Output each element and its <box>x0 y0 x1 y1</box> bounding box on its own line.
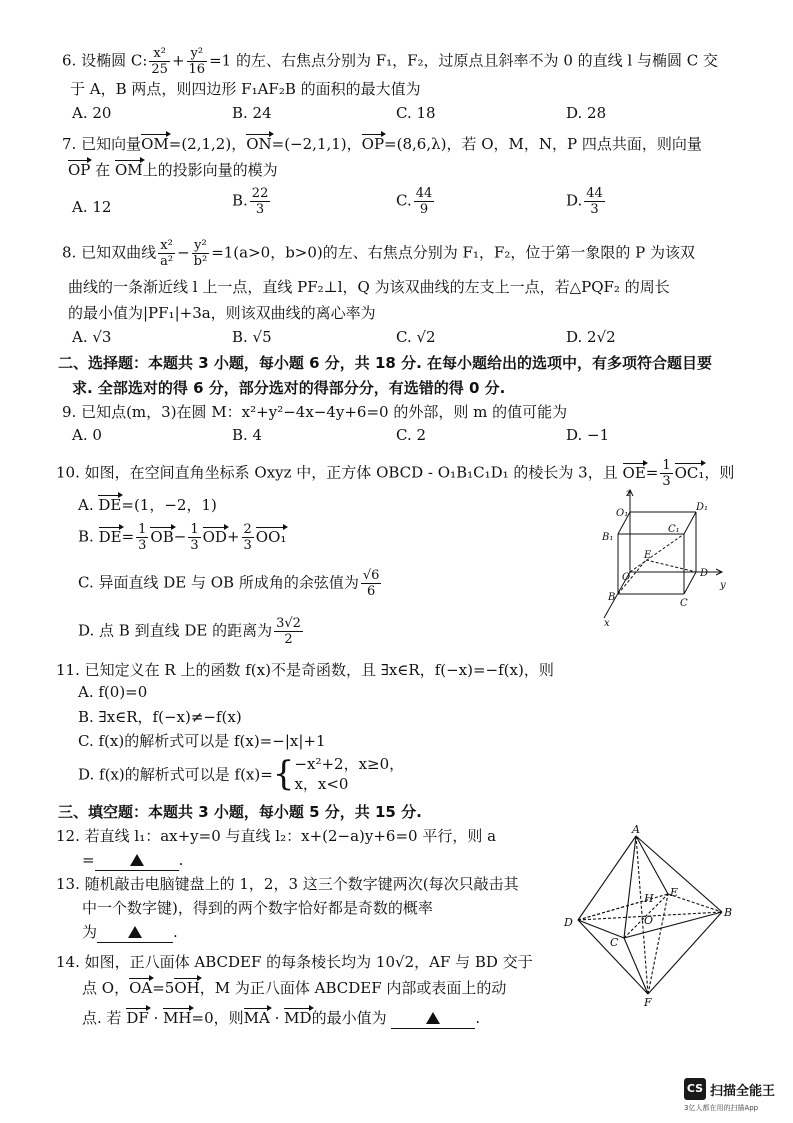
q13-stem-line3: 为 . <box>82 923 178 941</box>
q10-option-b: B. DE= $\frac{1}{3}$ OB− $\frac{1}{3}$ OD+ $\frac{2}{3}$ OO₁ <box>78 522 287 553</box>
label-d2: D <box>564 916 573 929</box>
label-a: A <box>632 823 640 836</box>
vector-de: DE <box>98 496 122 514</box>
answer-marker-icon <box>128 926 142 938</box>
q10-option-a: A. DE=(1，−2，1) <box>78 496 217 514</box>
label-f: F <box>644 996 652 1008</box>
q11-option-b: B. ∃x∈R，f(−x)≠−f(x) <box>78 708 242 726</box>
q6-stem-line2: 于 A，B 两点，则四边形 F₁AF₂B 的面积的最大值为 <box>70 80 421 98</box>
label-e2: E <box>670 886 679 899</box>
camscanner-logo-icon: CS <box>684 1078 706 1100</box>
label-b: B <box>608 592 616 603</box>
label-b1: B₁ <box>602 532 614 543</box>
answer-marker-icon <box>130 854 144 866</box>
q9-option-c: C. 2 <box>396 426 427 444</box>
q13-answer-blank[interactable] <box>97 922 173 943</box>
q11-option-d: D. f(x)的解析式可以是 f(x)={ −x²+2，x≥0， x，x<0 <box>78 754 405 794</box>
q7-option-d: D. $\frac{44}{3}$ <box>566 186 603 217</box>
label-o1: O₁ <box>616 508 629 519</box>
q9-option-d: D. −1 <box>566 426 610 444</box>
q11-option-c: C. f(x)的解析式可以是 f(x)=−|x|+1 <box>78 732 326 750</box>
vector-om: OM <box>141 135 169 153</box>
q11-option-a: A. f(0)=0 <box>78 683 148 701</box>
q14-answer-blank[interactable] <box>391 1008 475 1029</box>
q8-option-d: D. 2√2 <box>566 328 616 346</box>
q6-frac1: $\frac{\text{x²}}{25}$ <box>151 46 168 77</box>
q9-stem: 9. 已知点(m，3)在圆 M：x²+y²−4x−4y+6=0 的外部，则 m 的值可能为 <box>62 403 568 421</box>
label-c2: C <box>610 936 619 949</box>
q8-option-b: B. √5 <box>232 328 272 346</box>
label-b2: B <box>724 906 733 919</box>
watermark-subtitle: 3亿人都在用的扫描App <box>684 1104 759 1112</box>
q6-stem-b: =1 的左、右焦点分别为 F₁，F₂，过原点且斜率不为 0 的直线 l 与椭圆 C 交 <box>209 51 718 70</box>
q9-option-a: A. 0 <box>72 426 102 444</box>
q8-stem-line1: 8. 已知双曲线 $\frac{\text{x²}}{\text{a²}}$ − $\frac{\text{y²}}{\text{b²}}$ =1(a>0，b>0)的左、右焦点分别为 F₁，F₂，位于第一象限的 P 为该双 <box>62 238 696 269</box>
q6-option-c: C. 18 <box>396 104 436 122</box>
section2-heading-line2: 求. 全部选对的得 6 分，部分选对的得部分分，有选错的得 0 分. <box>72 379 506 397</box>
q14-stem-line1: 14. 如图，正八面体 ABCDEF 的每条棱长均为 10√2，AF 与 BD 交于 <box>56 953 533 971</box>
label-d1: D₁ <box>696 502 709 513</box>
vector-om-2: OM <box>114 161 143 179</box>
q6-option-a: A. 20 <box>72 104 112 122</box>
vector-mh: MH <box>163 1009 192 1027</box>
octahedron-figure <box>560 822 750 1008</box>
vector-oh: OH <box>174 979 200 997</box>
q14-stem-line3: 点. 若 DF · MH=0，则MA · MD的最小值为 . <box>82 1009 481 1027</box>
q10-option-c: C. 异面直线 DE 与 OB 所成角的余弦值为 $\frac{√6}{6}$ <box>78 568 380 599</box>
vector-op-2: OP <box>68 161 91 179</box>
q7-stem-line2: OP 在 OM上的投影向量的模为 <box>68 161 278 179</box>
label-o: O <box>622 572 631 583</box>
q6-stem-a: 6. 设椭圆 C: <box>62 51 148 70</box>
q7-option-b: B. $\frac{22}{3}$ <box>232 186 269 217</box>
q8-stem-line2: 曲线的一条渐近线 l 上一点，直线 PF₂⊥l，Q 为该双曲线的左支上一点，若△PQF₂ 的周长 <box>68 278 670 296</box>
label-x: x <box>604 618 610 629</box>
q13-stem-line2: 中一个数字键)，得到的两个数字恰好都是奇数的概率 <box>82 899 433 917</box>
label-o2: O <box>644 914 654 927</box>
vector-df: DF <box>126 1009 149 1027</box>
q7-option-c: C. $\frac{44}{9}$ <box>396 186 433 217</box>
q10-option-d: D. 点 B 到直线 DE 的距离为 $\frac{3√2}{2}$ <box>78 616 301 647</box>
q11-stem: 11. 已知定义在 R 上的函数 f(x)不是奇函数，且 ∃x∈R，f(−x)=−f(x)，则 <box>56 661 554 679</box>
watermark-title: 扫描全能王 <box>710 1083 776 1099</box>
section3-heading: 三、填空题：本题共 3 小题，每小题 5 分，共 15 分. <box>58 803 422 821</box>
q12-stem-line1: 12. 若直线 l₁：ax+y=0 与直线 l₂：x+(2−a)y+6=0 平行，则 a <box>56 827 497 845</box>
section2-heading-line1: 二、选择题：本题共 3 小题，每小题 6 分，共 18 分. 在每小题给出的选项中，有多项符合题目要 <box>58 354 713 372</box>
q14-stem-line2: 点 O，OA=5OH，M 为正八面体 ABCDEF 内部或表面上的动 <box>82 979 507 997</box>
q9-option-b: B. 4 <box>232 426 263 444</box>
vector-md: MD <box>284 1009 312 1027</box>
vector-ma: MA <box>243 1009 270 1027</box>
vector-oc1: OC₁ <box>674 463 705 482</box>
vector-oa: OA <box>129 979 153 997</box>
q7-option-a: A. 12 <box>72 198 112 216</box>
q10-stem: 10. 如图，在空间直角坐标系 Oxyz 中，正方体 OBCD - O₁B₁C₁D₁ 的棱长为 3，且 OE= $\frac{1}{3}$ OC₁，则 <box>56 458 735 489</box>
q6-option-d: D. 28 <box>566 104 607 122</box>
vector-op: OP <box>361 135 385 153</box>
label-d: D <box>700 568 709 579</box>
q8-option-a: A. √3 <box>72 328 112 346</box>
q12-stem-line2: = . <box>82 851 184 869</box>
q6-frac2: $\frac{\text{y²}}{16}$ <box>188 46 206 77</box>
label-c1: C₁ <box>668 524 680 535</box>
q13-stem-line1: 13. 随机敲击电脑键盘上的 1，2，3 这三个数字键两次(每次只敲击其 <box>56 875 519 893</box>
label-y: y <box>720 580 726 591</box>
q12-answer-blank[interactable] <box>95 850 179 871</box>
answer-marker-icon <box>426 1012 440 1024</box>
scanner-watermark <box>684 1078 775 1100</box>
vector-on: ON <box>246 135 272 153</box>
label-z: z <box>626 488 632 499</box>
label-h: H <box>644 892 654 905</box>
q8-stem-line3: 的最小值为|PF₁|+3a，则该双曲线的离心率为 <box>68 304 376 322</box>
label-c: C <box>680 598 688 609</box>
vector-oe: OE <box>622 463 646 482</box>
q7-stem-line1: 7. 已知向量OM=(2,1,2)，ON=(−2,1,1)，OP=(8,6,λ)，若 O，M，N，P 四点共面，则向量 <box>62 135 702 153</box>
cube-figure <box>596 486 736 632</box>
q6-stem-line1: 6. 设椭圆 C: $\frac{\text{x²}}{25}$ + $\frac{\text{y²}}{16}$ =1 的左、右焦点分别为 F₁，F₂，过原点且斜率不为 0 的直线 l 与椭圆 C 交 <box>62 46 718 77</box>
q8-option-c: C. √2 <box>396 328 436 346</box>
label-e: E <box>644 550 652 561</box>
q6-option-b: B. 24 <box>232 104 272 122</box>
